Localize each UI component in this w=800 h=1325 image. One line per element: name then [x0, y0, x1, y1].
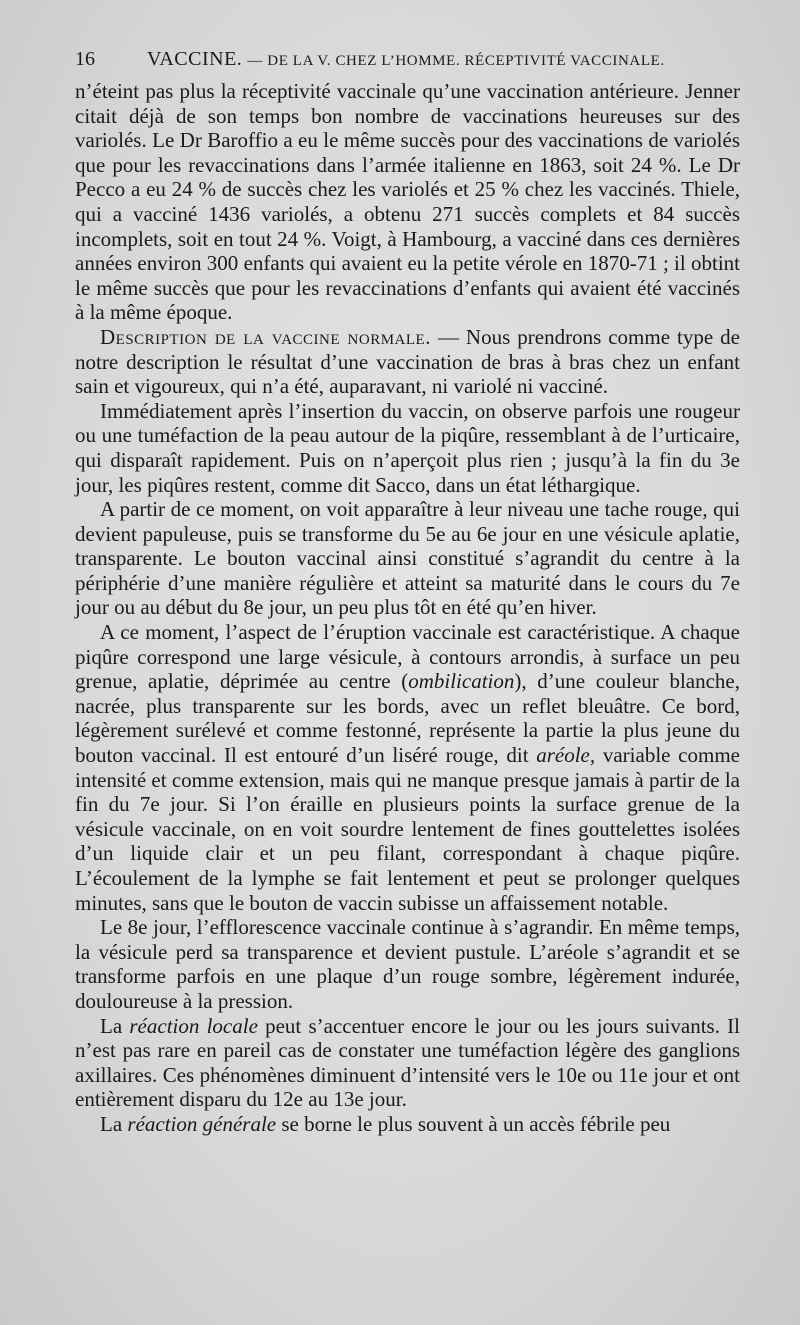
italic-term: réaction locale [129, 1013, 258, 1038]
paragraph-text: peut s’accentuer encore le jour ou les jours suivants. Il n’est pas rare en pareil cas de constater une tuméfaction légère des ganglions axillaires. Ces phénomènes diminuent d’intensité vers le 10e ou 11e jour et ont entièrement disparu du 12e au 13e jour. [75, 1013, 740, 1112]
running-title: VACCINE. [147, 48, 243, 70]
paragraph-text: A ce moment, l’aspect de l’éruption vaccinale est caractéristique. A chaque piqûre correspond une large vésicule, à contours arrondis, à surface un peu grenue, aplatie, déprimée au centre ( [75, 620, 740, 694]
page-body [75, 79, 740, 1137]
paragraph [75, 399, 740, 497]
paragraph-text: La [100, 1013, 130, 1038]
paragraph-text: La [100, 1111, 128, 1136]
paragraph [75, 620, 740, 915]
italic-term: aréole, [536, 743, 596, 768]
paragraph-text: Immédiatement après l’insertion du vaccin, on observe parfois une rougeur ou une tuméfaction de la peau autour de la piqûre, ressemblant à de l’urticaire, qui disparaît rapidement. Puis on n’aperçoit plus rien ; jusqu’à la fin du 3e jour, les piqûres restent, comme dit Sacco, dans un état léthargique. [75, 398, 740, 497]
paragraph-text: — Nous prendrons comme type de notre description le résultat d’une vaccination de bras à bras chez un enfant sain et vigoureux, qui n’a été, auparavant, ni variolé ni vacciné. [75, 324, 741, 399]
paragraph [75, 1014, 740, 1112]
paragraph [75, 79, 740, 325]
italic-term: réaction générale [127, 1111, 277, 1136]
section-paragraph [75, 325, 740, 399]
running-header [75, 44, 745, 74]
running-subtitle: — DE LA V. CHEZ L’HOMME. RÉCEPTIVITÉ VACCINALE. [247, 53, 665, 69]
paragraph-text: A partir de ce moment, on voit apparaître à leur niveau une tache rouge, qui devient papuleuse, puis se transforme du 5e au 6e jour en une vésicule aplatie, transparente. Le bouton vaccinal ainsi constitué s’agrandit du centre à la périphérie d’une manière régulière et atteint sa maturité dans le cours du 7e jour ou au début du 8e jour, un peu plus tôt en été qu’en hiver. [75, 497, 740, 620]
paragraph-text: se borne le plus souvent à un accès fébrile peu [276, 1111, 671, 1136]
page-number: 16 [75, 48, 95, 70]
paragraph [75, 915, 740, 1013]
section-heading: Description de la vaccine normale. [100, 324, 431, 349]
paragraph-text: n’éteint pas plus la réceptivité vaccinale qu’une vaccination antérieure. Jenner citait déjà de son temps bon nombre de vaccinations heureuses sur des variolés. Le Dr Baroffio a eu le même succès pour des vaccinations de variolés que pour les revaccinations dans l’armée italienne en 1863, soit 24 %. Le Dr Pecco a eu 24 % de succès chez les variolés et 25 % chez les vaccinés. Thiele, qui a vacciné 1436 variolés, a obtenu 271 succès complets et 84 succès incomplets, soit en tout 24 %. Voigt, à Hambourg, a vacciné dans ces dernières années environ 300 enfants qui avaient eu la petite vérole en 1870-71 ; il obtint le même succès que pour les revaccinations d’enfants qui avaient été vaccinés à la même époque. [75, 79, 740, 325]
paragraph-text: variable comme intensité et comme extension, mais qui ne manque presque jamais à partir de la fin du 7e jour. Si l’on éraille en plusieurs points la surface grenue de la vésicule vaccinale, on en voit sourdre lentement de fines gouttelettes isolées d’un liquide clair et un peu filant, correspondant à chaque piqûre. L’écoulement de la lymphe se fait lentement et peut se prolonger quelques minutes, sans que le bouton de vaccin subisse un affaissement notable. [75, 743, 740, 915]
paragraph [75, 1112, 740, 1137]
paragraph-text: ), d’une couleur blanche, nacrée, plus transparente sur les bords, avec un reflet bleuâtre. Ce bord, légèrement surélevé et comme festonné, représente la partie la plus jeune du bouton vaccinal. Il est entouré d’un liséré rouge, dit [75, 669, 740, 768]
italic-term: ombilication [408, 669, 515, 694]
paragraph-text: Le 8e jour, l’efflorescence vaccinale continue à s’agrandir. En même temps, la vésicule perd sa transparence et devient pustule. L’aréole s’agrandit et se transforme parfois en une plaque d’un rouge sombre, légèrement indurée, douloureuse à la pression. [75, 915, 740, 1013]
paragraph [75, 497, 740, 620]
